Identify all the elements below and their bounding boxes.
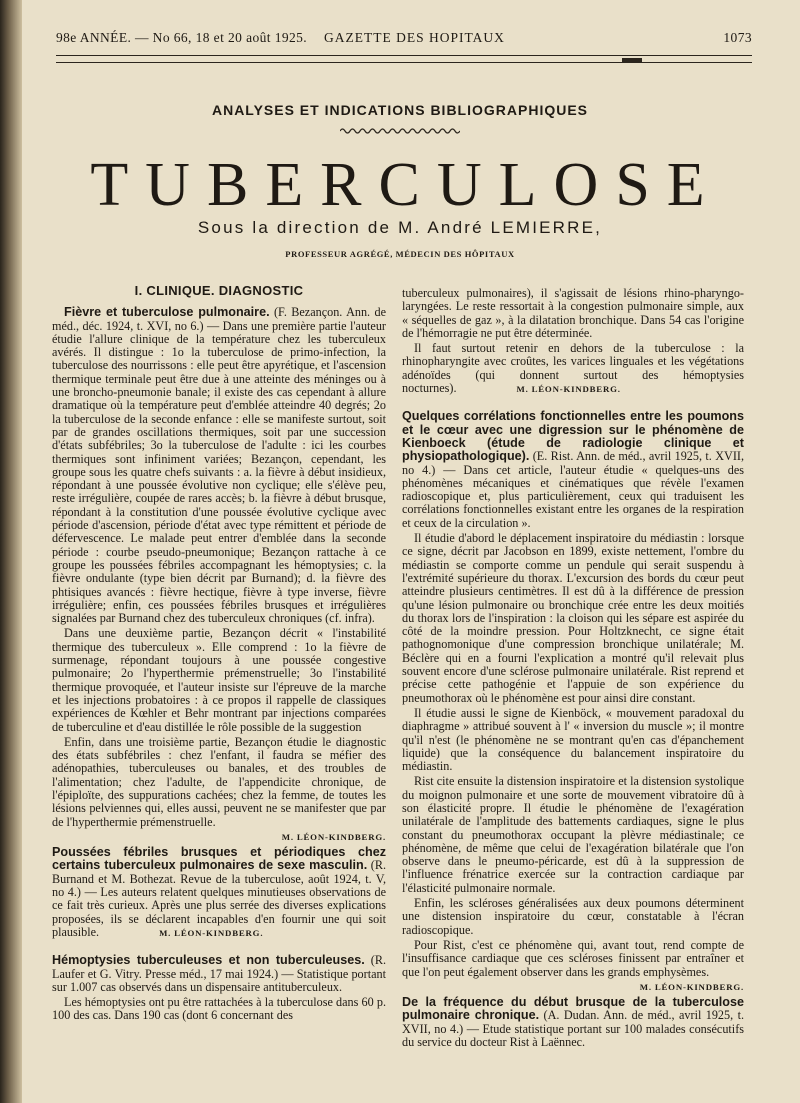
author-signature: M. LÉON-KINDBERG.	[639, 981, 744, 992]
article-paragraph: Dans une deuxième partie, Bezançon décrit « l'instabilité thermique des tuberculeux ». Elle comprend : 1o la fièvre de surmenage, répondant toujours à une poussée congestive pulmonaire; 2o l'hyperthermie prémenstruelle; 3o l'instabilité thermique provoquée, et l'auteur insiste sur l'épreuve de la marche et les injections probatoires : à ce propos il rappelle de classiques expériences de Kœhler et Behr montrant par injections comparées de tuberculine et d'eau distillée le rôle possible de la suggestion	[52, 626, 386, 734]
left-column	[52, 284, 386, 1025]
article-paragraph: Rist cite ensuite la distension inspiratoire et la distension systolique du moignon pulmonaire et une sorte de mouvement vibratoire dû à son élasticité propre. Il étudie le phénomène de l'exagération unilatérale de l'amplitude des battements cardiaques, signe le plus constant du pneumothorax occupant la plèvre médiastinale; ce phénomène, de même que celui de l'exagération bilatérale que l'on observe dans le pneumo-péricarde, est dû à la suppression de l'influence frénatrice exercée sur la contraction cardiaque par l'élasticité pulmonaire normale.	[402, 774, 744, 895]
author-signature: M. LÉON-KINDBERG.	[281, 831, 386, 842]
article-text: Il faut surtout retenir en dehors de la tuberculose : la rhinopharyngite avec croûtes, les varices linguales et les végétations adénoïdes (qui donnent surtout des hémoptysies nocturnes).	[402, 341, 744, 396]
article-text: (A. Dudan. Ann. de méd., avril 1925, t. XVII, no 4.) — Etude statistique portant sur 100 malades consécutifs du service du docteur Rist à Laënnec.	[402, 1008, 745, 1050]
article-frequence	[402, 996, 744, 1049]
article-text: (E. Rist. Ann. de méd., avril 1925, t. XVII, no 4.) — Dans cet article, l'auteur étudie « quelques-uns des phénomènes mécaniques et cinématiques que révèle l'examen radioscopique et, plus particulièrement, ceux qui traduisent les corrélations fonctionnelles existant entre les organes de la respiration et ceux de la circulation ».	[402, 449, 745, 530]
running-header	[56, 30, 752, 50]
header-rule-mark	[622, 58, 642, 62]
author-signature: M. LÉON-KINDBERG.	[516, 384, 621, 395]
article-paragraph: tuberculeux pulmonaires), il s'agissait de lésions rhino-pharyngo-laryngées. Le reste ressortait à la congestion pulmonaire simple, aux « séquelles de gaz », à la dilatation bronchique. Dans 54 cas l'origine de l'hémorragie ne put être déterminée.	[402, 286, 744, 340]
article-hemoptysies	[52, 954, 386, 994]
article-paragraph: Il étudie aussi le signe de Kienböck, « mouvement paradoxal du diaphragme » attribué souvent à l' « inversion du muscle »; il montre qu'il n'est (le phénomène ne se montrant qu'en cas d'épanchement liquide) que la conséquence du balancement inspiratoire du médiastin.	[402, 705, 744, 774]
right-column	[402, 287, 744, 1051]
article-text: (F. Bezançon. Ann. de méd., déc. 1924, t. XVI, no 6.) — Dans une première partie l'auteur étudie l'allure clinique de la température chez les tuberculeux avérés. Il distingue : 1o la tuberculose de primo-infection, la tuberculose des nourrissons : elle peut être apyrétique, et l'ascension thermique terminale peut être due à une atteinte des méninges ou à une broncho-pneumonie banale; il existe des cas cependant à allure dramatique où la température peut d'emblée atteindre 40 degrés; 2o la tuberculose de la seconde enfance : elle se manifeste surtout, soit par de grandes oscillations thermiques, soit par une succession d'états subfébriles; 3o la tuberculose de l'adulte : ici les courbes thermiques sont infiniment variées; Bezançon, cependant, les groupe sous les quatre chefs suivants : a. la fièvre à début insidieux, répondant à une poussée évolutive non cyclique; elle s'élève peu, reste irrégulière, coupée de rares accès; b. la fièvre à début brusque, répondant à la constitution d'une poussée évolutive cyclique avec période d'ascension, période d'état avec type rémittent et période de défervescence. Le malade peut entrer d'emblée dans la seconde période : courbe pseudo-pneumonique; Bezançon rattache à ce groupe les poussées fébriles accompagnant les hémoptysies; c. la fièvre ondulante (type bien décrit par Burnand); d. la fièvre des phtisiques avancés : fièvre hectique, fièvre à type inverse, fièvre irrégulière; enfin, ces poussées fébriles brusques et irrégulières signalées par Burnand chez des tuberculeux chroniques (cf. infra).	[52, 305, 386, 626]
article-fievre	[52, 306, 386, 625]
article-paragraph: Il étudie d'abord le déplacement inspiratoire du médiastin : lorsque ce signe, décrit par Jacobson en 1899, existe nettement, l'ombre du médiastin se comporte comme un pendule qui serait suspendu à l'extrémité supérieure du thorax. L'excursion des bords du cœur peut atteindre plusieurs centimètres. Il est dû à la différence de pression qu'une lésion pulmonaire ou bronchique crée entre les deux moitiés du thorax lors de l'inspiration : la cloison qui les sépare est aspirée du côté de la moindre pression. Pour Holtzknecht, ce signe était pathognomonique d'une compression bronchique unilatérale; M. Béclère qui en a fourni l'explication a montré qu'il relevait plus souvent encore d'une sclérose pulmonaire unilatérale. Rist reprend et précise cette pathogénie et l'appuie de son expérience du pneumothorax où le phénomène est pour ainsi dire constant.	[402, 531, 744, 705]
wavy-ornament	[340, 127, 460, 135]
subsection-heading: I. CLINIQUE. DIAGNOSTIC	[134, 283, 304, 298]
article-text: (R. Burnand et M. Bothezat. Revue de la tuberculose, août 1924, t. V, no 4.) — Les auteurs relatent quelques minutieuses observations de ce fait très curieux. Après une plus serrée des diverses explications proposées, ils se déclarent incapables d'en fournir une qui soit plausible.	[52, 858, 386, 939]
article-text: (R. Laufer et G. Vitry. Presse méd., 17 mai 1924.) — Statistique portant sur 1.007 cas observés dans un dispensaire antituberculeux.	[52, 953, 386, 994]
main-title: TUBERCULOSE	[90, 151, 722, 219]
article-paragraph	[402, 342, 744, 396]
article-title: Poussées fébriles brusques et périodiques chez certains tuberculeux pulmonaires de sexe masculin.	[52, 845, 386, 873]
article-title: Hémoptysies tuberculeuses et non tuberculeuses.	[52, 953, 365, 968]
article-title: De la fréquence du début brusque de la tuberculose pulmonaire chronique.	[402, 995, 744, 1023]
header-rule-thin	[56, 62, 752, 63]
article-paragraph: Enfin, les scléroses généralisées aux deux poumons déterminent une distension inspiratoire du cœur, constatable à l'écran radioscopique.	[402, 896, 744, 937]
header-rule-thick	[56, 55, 752, 56]
editor-line: Sous la direction de M. André LEMIERRE,	[197, 218, 603, 237]
article-correlations	[402, 410, 744, 530]
article-paragraph: Les hémoptysies ont pu être rattachées à la tuberculose dans 60 p. 100 des cas. Dans 190 cas (dont 6 concernant des	[52, 995, 386, 1023]
editor-credentials: PROFESSEUR AGRÉGÉ, MÉDECIN DES HÔPITAUX	[285, 249, 515, 259]
journal-name: GAZETTE DES HOPITAUX	[324, 30, 505, 45]
article-paragraph: Pour Rist, c'est ce phénomène qui, avant tout, rend compte de l'insuffisance cardiaque que ces scléroses finissent par entraîner et que l'on peut également observer dans les grands emphysèmes.	[402, 937, 744, 979]
article-paragraph: Enfin, dans une troisième partie, Bezançon étudie le diagnostic des états subfébriles : chez l'enfant, il faudra se méfier des adénopathies, tuberculeuses ou banales, et des troubles de l'alimentation; chez l'adulte, de l'appendicite chronique, de l'épiploïte, des suppurations cachées; chez la femme, de toutes les lésions pelviennes qui, elles aussi, peuvent ne se manifester que par de l'hyperthermie prémenstruelle.	[52, 734, 386, 829]
article-poussees	[52, 846, 386, 940]
author-signature: M. LÉON-KINDBERG.	[159, 927, 264, 938]
article-title: Fièvre et tuberculose pulmonaire.	[64, 305, 270, 320]
page-number: 1073	[723, 30, 752, 45]
issue-info: 98e ANNÉE. — No 66, 18 et 20 août 1925.	[56, 30, 308, 45]
article-title: Quelques corrélations fonctionnelles entre les poumons et le cœur avec une digression sur le phénomène de Kienboeck (étude de radiologie clinique et physiopathologique).	[402, 409, 744, 464]
section-title: ANALYSES ET INDICATIONS BIBLIOGRAPHIQUES	[211, 102, 589, 118]
